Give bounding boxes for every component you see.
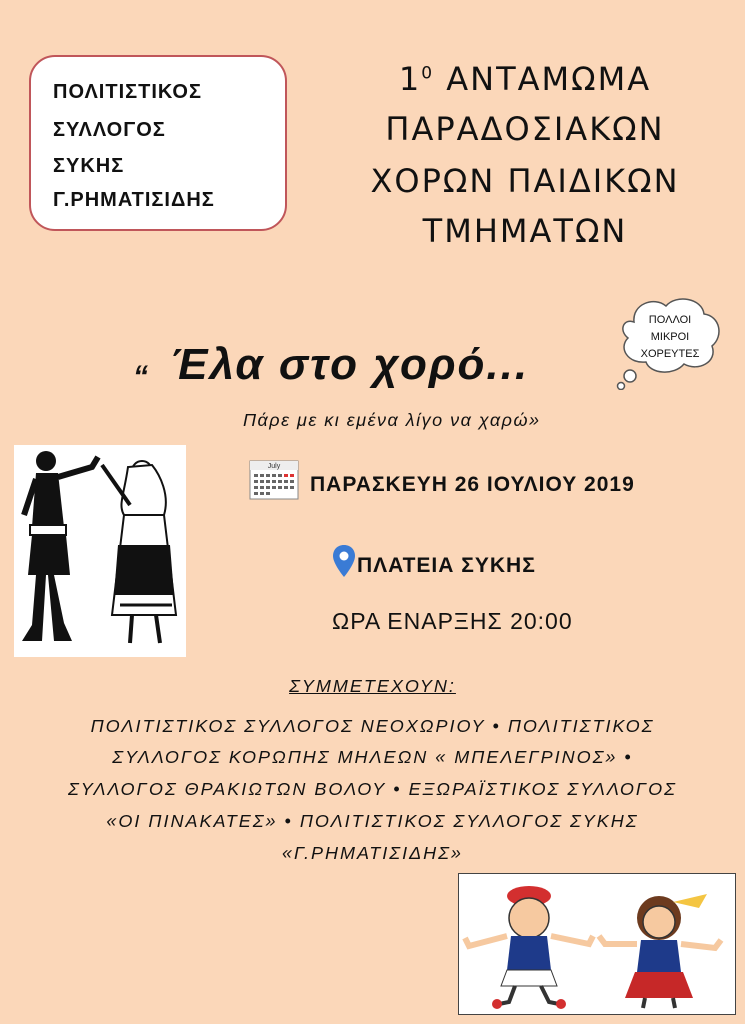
cloud-text-line: ΠΟΛΛΟΙ: [648, 314, 692, 326]
ordinal-superscript: 0: [421, 63, 435, 84]
dancers-illustration: [14, 445, 186, 657]
organizer-line: ΣΥΚΗΣ: [53, 155, 125, 177]
dancers-drawing: [14, 445, 186, 657]
event-title-word: ΑΝΤΑΜΩΜΑ: [446, 60, 652, 98]
dancing-children-drawing: [459, 874, 735, 1014]
participants-line: «ΟΙ ΠΙΝΑΚΑΤΕΣ» • ΠΟΛΙΤΙΣΤΙΚΟΣ ΣΥΛΛΟΓΟΣ ΣΥΚΗΣ: [106, 811, 639, 831]
cloud-text-line: ΧΟΡΕΥΤΕΣ: [640, 348, 700, 360]
map-pin-icon: [332, 544, 356, 578]
participants-line: ΠΟΛΙΤΙΣΤΙΚΟΣ ΣΥΛΛΟΓΟΣ ΝΕΟΧΩΡΙΟΥ • ΠΟΛΙΤΙΣΤΙΚΟΣ: [90, 716, 655, 736]
calendar-month: July: [267, 463, 281, 470]
participants-line: «Γ.ΡΗΜΑΤΙΣΙΔΗΣ»: [282, 843, 463, 863]
organizer-line: Γ.ΡΗΜΑΤΙΣΙΔΗΣ: [53, 189, 215, 211]
event-number: 1: [398, 60, 422, 98]
participants-heading: ΣΥΜΜΕΤΕΧΟΥΝ:: [289, 676, 456, 696]
event-place: ΠΛΑΤΕΙΑ ΣΥΚΗΣ: [357, 554, 536, 577]
kids-illustration: [458, 873, 736, 1015]
event-title-line-3: ΧΟΡΩΝ ΠΑΙΔΙΚΩΝ: [370, 162, 680, 200]
participants-line: ΣΥΛΛΟΓΟΣ ΘΡΑΚΙΩΤΩΝ ΒΟΛΟΥ • ΕΞΩΡΑΪΣΤΙΚΟΣ ΣΥΛΛΟΓΟΣ: [68, 779, 677, 799]
participants-line: ΣΥΛΛΟΓΟΣ ΚΟΡΩΠΗΣ ΜΗΛΕΩΝ « ΜΠΕΛΕΓΡΙΝΟΣ» •: [112, 747, 633, 767]
organizer-line: ΣΥΛΛΟΓΟΣ: [53, 119, 166, 141]
organizer-box: [29, 55, 287, 231]
event-title-line-2: ΠΑΡΑΔΟΣΙΑΚΩΝ: [385, 110, 665, 148]
slogan: Έλα στο χορό...: [170, 340, 530, 389]
calendar-icon: [249, 460, 299, 500]
event-date: ΠΑΡΑΣΚΕΥΗ 26 ΙΟΥΛΙΟΥ 2019: [310, 473, 635, 496]
organizer-line: ΠΟΛΙΤΙΣΤΙΚΟΣ: [53, 81, 202, 103]
event-title-line-1: [320, 60, 730, 98]
event-title-line-4: ΤΜΗΜΑΤΩΝ: [422, 212, 628, 250]
opening-quote: “: [133, 360, 148, 393]
event-time: ΩΡΑ ΕΝΑΡΞΗΣ 20:00: [332, 608, 573, 634]
sub-slogan: Πάρε με κι εμένα λίγο να χαρώ»: [243, 410, 541, 430]
cloud-text-line: ΜΙΚΡΟΙ: [650, 331, 690, 343]
